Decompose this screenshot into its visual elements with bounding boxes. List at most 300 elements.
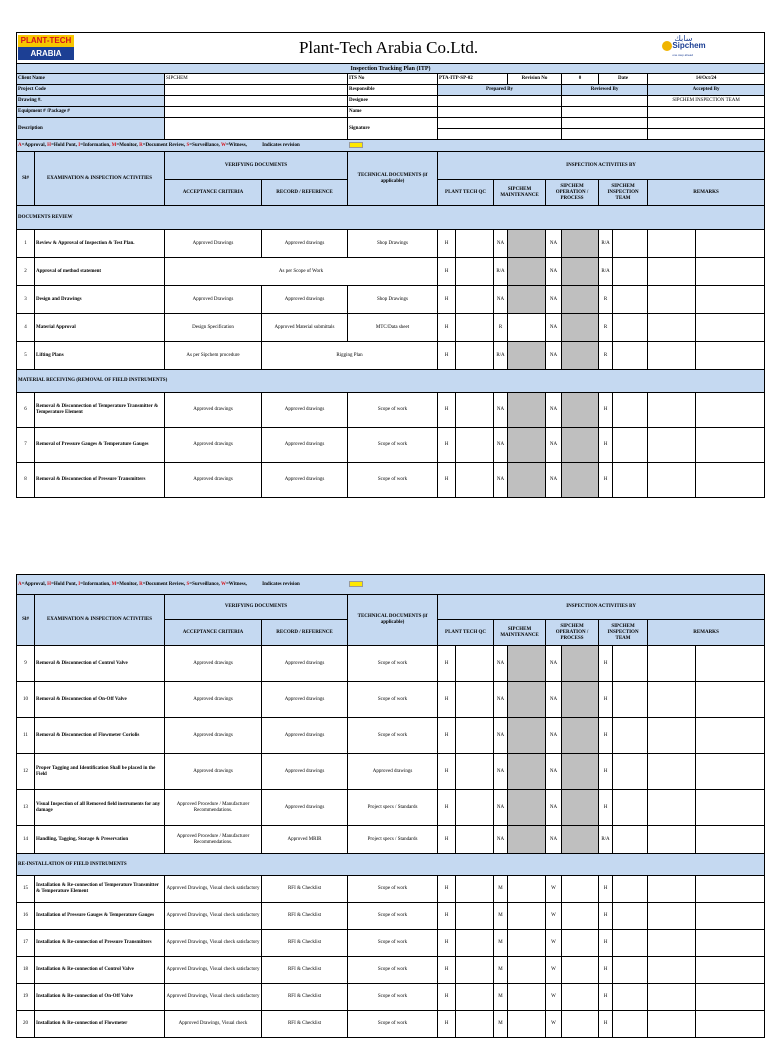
row-remarks-b [696,230,765,258]
table-row [17,393,765,428]
row-operation: NA [546,754,562,790]
col-maintenance: SIPCHEM MAINTENANCE [494,180,546,206]
accepted-by-label: Accepted By [648,85,765,96]
row-record: RFI & Checklist [262,930,348,957]
row-maintenance-shade [508,463,546,498]
row-technical: Scope of work [348,930,438,957]
row-maintenance-shade [508,682,546,718]
row-operation: NA [546,258,562,286]
row-activity: Approval of method statement [35,258,165,286]
row-activity: Installation of Pressure Gauges & Temperature Gauges [35,903,165,930]
client-name-row [17,74,765,85]
row-remarks-b [696,258,765,286]
row-remarks-a [648,903,696,930]
row-maintenance: NA [494,428,508,463]
row-operation-shade [562,718,599,754]
row-remarks-a [648,682,696,718]
row-remarks-b [696,754,765,790]
equipment-label: Equipment # /Package # [17,107,165,118]
row-record: Approved drawings [262,286,348,314]
col-verifying: VERIFYING DOCUMENTS [165,595,348,620]
row-remarks-b [696,718,765,754]
row-remarks-b [696,1011,765,1038]
row-qc: H [438,930,456,957]
row-qc: H [438,957,456,984]
row-activity: Removal of Pressure Gauges & Temperature Gauges [35,428,165,463]
col-acceptance: ACCEPTANCE CRITERIA [165,180,262,206]
row-sl: 10 [17,682,35,718]
col-technical: TECHNICAL DOCUMENTS (if applicable) [348,152,438,206]
row-inspection-blank [613,463,648,498]
row-acceptance: Approved Drawings, Visual check satisfactory [165,903,262,930]
row-merged-docs: As per Scope of Work [165,258,438,286]
row-operation: NA [546,314,562,342]
row-sl: 11 [17,718,35,754]
legend-w-text: =Witness, [225,143,247,149]
designee-prepared[interactable] [438,96,562,107]
row-activity: Removal & Disconnection of Temperature Transmitter & Temperature Element [35,393,165,428]
table-row [17,342,765,370]
row-activity: Installation & Re-connection of Temperature Transmitter & Temperature Element [35,876,165,903]
row-remarks-a [648,314,696,342]
name-prepared[interactable] [438,107,562,118]
row-qc-blank [456,286,494,314]
row-maintenance: NA [494,682,508,718]
designee-label: Designee [348,96,438,107]
col-activities: EXAMINATION & INSPECTION ACTIVITIES [35,595,165,646]
col-remarks: REMARKS [648,620,765,646]
row-maintenance-shade [508,230,546,258]
row-qc: H [438,682,456,718]
row-record: Approved drawings [262,230,348,258]
row-inspection: H [599,718,613,754]
row-qc-blank [456,393,494,428]
row-acceptance: Approved drawings [165,718,262,754]
row-activity: Installation & Re-connection of Pressure Transmitters [35,930,165,957]
row-activity: Removal & Disconnection of On-Off Valve [35,682,165,718]
row-record: Approved Material submittals [262,314,348,342]
row-record: RFI & Checklist [262,984,348,1011]
name-reviewed[interactable] [562,107,648,118]
row-activity: Removal & Disconnection of Flowmeter Coriolis [35,718,165,754]
row-acceptance: Approved Drawings, Visual check satisfactory [165,930,262,957]
row-inspection: H [599,682,613,718]
row-qc: H [438,286,456,314]
row-inspection: H [599,646,613,682]
row-acceptance: Approved Procedure / Manufacturer Recommendations. [165,826,262,854]
designee-reviewed[interactable] [562,96,648,107]
legend-m: M [111,582,117,588]
row-inspection: H [599,957,613,984]
col-acceptance: ACCEPTANCE CRITERIA [165,620,262,646]
row-maintenance: NA [494,718,508,754]
row-qc: H [438,754,456,790]
row-qc: H [438,826,456,854]
signature-reviewed[interactable] [562,118,648,129]
description-value[interactable] [165,118,348,140]
row-remarks-b [696,314,765,342]
sipchem-logo [658,35,718,59]
row-acceptance: Design Specification [165,314,262,342]
row-remarks-a [648,463,696,498]
row-sl: 8 [17,463,35,498]
project-code-value[interactable] [165,85,348,96]
logo-tagline-text: one step ahead [672,52,693,57]
legend-s-text: =Surveillance, [189,582,221,588]
row-operation: W [546,876,562,903]
row-qc-blank [456,463,494,498]
row-maintenance-shade [508,342,546,370]
row-operation-blank [562,984,599,1011]
row-technical: Scope of work [348,463,438,498]
section-title: MATERIAL RECEIVING (REMOVAL OF FIELD INSTRUMENTS) [17,370,765,393]
row-technical: Project specs / Standards [348,826,438,854]
row-remarks-a [648,258,696,286]
row-inspection-blank [613,230,648,258]
row-inspection: R [599,314,613,342]
row-inspection-blank [613,754,648,790]
table-row [17,984,765,1011]
row-acceptance: Approved drawings [165,646,262,682]
row-qc-blank [456,646,494,682]
row-maintenance-blank [508,314,546,342]
legend-a: A [18,143,22,149]
row-operation: W [546,1011,562,1038]
logo-arabic-text: سابك [674,33,693,43]
table-row [17,314,765,342]
row-record: RFI & Checklist [262,957,348,984]
revision-value: 0 [562,74,599,85]
col-operation: SIPCHEM OPERATION / PROCESS [546,180,599,206]
legend-m: M [111,143,117,149]
accepted-by-value: SIPCHEM INSPECTION TEAM [648,96,765,107]
responsible-label: Responsible [348,85,438,96]
row-remarks-b [696,930,765,957]
row-remarks-a [648,342,696,370]
row-maintenance: R [494,314,508,342]
row-maintenance-blank [508,957,546,984]
signature-accepted[interactable] [648,118,765,129]
signature-label: Signature [348,118,438,140]
row-operation-shade [562,286,599,314]
row-inspection-blank [613,646,648,682]
row-operation-shade [562,230,599,258]
section-documents-review [17,206,765,230]
row-activity: Lifting Plans [35,342,165,370]
row-operation: NA [546,342,562,370]
row-technical: Shop Drawings [348,230,438,258]
table-row [17,230,765,258]
row-inspection: H [599,790,613,826]
row-remarks-b [696,957,765,984]
row-maintenance-shade [508,286,546,314]
legend-a-text: =Approval, [21,582,48,588]
row-remarks-b [696,463,765,498]
row-operation-shade [562,428,599,463]
row-inspection-blank [613,314,648,342]
row-inspection: R/A [599,826,613,854]
row-maintenance: NA [494,646,508,682]
table-row [17,957,765,984]
row-sl: 19 [17,984,35,1011]
row-inspection: R [599,286,613,314]
row-maintenance-blank [508,984,546,1011]
row-remarks-a [648,428,696,463]
legend-r-text: =Document Review, [142,143,187,149]
row-qc-blank [456,984,494,1011]
row-operation-blank [562,957,599,984]
row-operation: W [546,984,562,1011]
row-qc: H [438,428,456,463]
col-inspection-by: INSPECTION ACTIVITIES BY [438,152,765,180]
col-record: RECORD / REFERENCE [262,180,348,206]
row-qc-blank [456,826,494,854]
row-inspection: H [599,428,613,463]
row-acceptance: Approved Drawings, Visual check satisfactory [165,957,262,984]
legend-s-text: =Surveillance, [189,143,221,149]
row-activity: Installation & Re-connection of Control Valve [35,957,165,984]
row-operation-shade [562,754,599,790]
drawing-value[interactable] [165,96,348,107]
legend-i-text: =Information, [80,143,112,149]
signature-prepared[interactable] [438,118,562,129]
row-technical: MTC/Data sheet [348,314,438,342]
itp-table-page-1 [16,32,765,498]
row-operation: NA [546,463,562,498]
row-maintenance: NA [494,826,508,854]
row-technical: Scope of work [348,1011,438,1038]
col-technical: TECHNICAL DOCUMENTS (if applicable) [348,595,438,646]
row-acceptance: Approved Drawings, Visual check [165,1011,262,1038]
row-operation: NA [546,428,562,463]
row-operation-blank [562,876,599,903]
equipment-value[interactable] [165,107,348,118]
row-remarks-a [648,826,696,854]
row-inspection: H [599,876,613,903]
row-sl: 7 [17,428,35,463]
row-operation: NA [546,286,562,314]
row-sl: 15 [17,876,35,903]
description-row-a [17,118,765,129]
row-maintenance: M [494,957,508,984]
equipment-row [17,107,765,118]
row-inspection-blank [613,682,648,718]
legend-h: H [47,582,52,588]
row-remarks-a [648,718,696,754]
row-qc: H [438,876,456,903]
legend-i: I [78,582,81,588]
row-maintenance: NA [494,286,508,314]
row-qc-blank [456,1011,494,1038]
row-inspection-blank [613,903,648,930]
legend [17,575,765,595]
row-maintenance-shade [508,826,546,854]
row-inspection-blank [613,984,648,1011]
row-maintenance-shade [508,646,546,682]
row-activity: Design and Drawings [35,286,165,314]
legend-s: S [186,143,190,149]
row-maintenance: M [494,876,508,903]
row-qc-blank [456,876,494,903]
row-qc-blank [456,903,494,930]
row-technical: Scope of work [348,682,438,718]
table-row [17,876,765,903]
row-inspection: H [599,463,613,498]
row-acceptance: Approved drawings [165,754,262,790]
row-remarks-a [648,984,696,1011]
date-label: Date [599,74,648,85]
legend-a-text: =Approval, [21,143,48,149]
row-qc-blank [456,314,494,342]
row-sl: 12 [17,754,35,790]
plant-tech-logo [18,35,74,61]
row-qc-blank [456,230,494,258]
legend-i: I [78,143,81,149]
row-operation-shade [562,463,599,498]
row-maintenance-blank [508,930,546,957]
row-maintenance: NA [494,230,508,258]
row-record: RFI & Checklist [262,876,348,903]
row-inspection-blank [613,930,648,957]
row-remarks-b [696,826,765,854]
logo-bottom-text: ARABIA [18,47,74,60]
row-operation-shade [562,314,599,342]
row-inspection-blank [613,957,648,984]
row-qc-blank [456,342,494,370]
row-acceptance: Approved Procedure / Manufacturer Recommendations. [165,790,262,826]
row-qc-blank [456,930,494,957]
client-logo-cell [613,33,765,64]
row-maintenance-shade [508,754,546,790]
row-acceptance: Approved Drawings, Visual check satisfactory [165,984,262,1011]
plan-title: Inspection Tracking Plan (ITP) [17,64,765,74]
row-inspection: R [599,342,613,370]
row-remarks-b [696,984,765,1011]
row-qc-blank [456,428,494,463]
table-row [17,463,765,498]
table-row [17,428,765,463]
legend-w: W [220,143,226,149]
row-operation: W [546,903,562,930]
table-row [17,1011,765,1038]
title-row [17,33,765,64]
section-material-receiving [17,370,765,393]
client-name-value: SIPCHEM [165,74,348,85]
row-record: Approved drawings [262,393,348,428]
row-maintenance-shade [508,428,546,463]
row-sl: 3 [17,286,35,314]
row-remarks-a [648,393,696,428]
legend-w-text: =Witness, [225,582,247,588]
blank-prepared [438,129,562,140]
row-maintenance: M [494,903,508,930]
table-row [17,258,765,286]
col-inspection-team: SIPCHEM INSPECTION TEAM [599,180,648,206]
row-acceptance: Approved drawings [165,393,262,428]
row-qc: H [438,1011,456,1038]
row-inspection-blank [613,286,648,314]
blank-reviewed [562,129,648,140]
row-sl: 1 [17,230,35,258]
legend-m-text: =Monitor, [116,582,140,588]
row-inspection-blank [613,342,648,370]
legend-a: A [18,582,22,588]
col-plant-tech: PLANT TECH QC [438,180,494,206]
row-qc-blank [456,682,494,718]
row-inspection: R/A [599,258,613,286]
row-remarks-a [648,286,696,314]
row-qc: H [438,393,456,428]
row-sl: 9 [17,646,35,682]
row-acceptance: Approved drawings [165,682,262,718]
row-record: RFI & Checklist [262,903,348,930]
row-technical: Scope of work [348,957,438,984]
logo-ball-icon [662,41,672,51]
row-record: RFI & Checklist [262,1011,348,1038]
row-maintenance-shade [508,258,546,286]
logo-name-text: Sipchem [672,40,706,50]
row-inspection-blank [613,1011,648,1038]
row-operation-shade [562,258,599,286]
row-inspection: H [599,930,613,957]
row-sl: 13 [17,790,35,826]
row-sl: 17 [17,930,35,957]
col-remarks: REMARKS [648,180,765,206]
row-activity: Visual Inspection of all Removed field instruments for any damage [35,790,165,826]
row-merged-docs: Rigging Plan [262,342,438,370]
its-no-value: PTA-ITP-SP-02 [438,74,508,85]
row-sl: 2 [17,258,35,286]
row-maintenance: R/A [494,342,508,370]
row-inspection-blank [613,428,648,463]
row-inspection: H [599,754,613,790]
row-remarks-a [648,646,696,682]
project-code-row [17,85,765,96]
row-operation: W [546,957,562,984]
row-operation-shade [562,826,599,854]
row-technical: Scope of work [348,393,438,428]
row-remarks-b [696,790,765,826]
row-maintenance-blank [508,903,546,930]
row-record: Approved drawings [262,646,348,682]
row-activity: Removal & Disconnection of Pressure Transmitters [35,463,165,498]
row-qc: H [438,646,456,682]
row-operation: NA [546,393,562,428]
col-maintenance: SIPCHEM MAINTENANCE [494,620,546,646]
row-inspection: H [599,903,613,930]
table-row [17,682,765,718]
col-activities: EXAMINATION & INSPECTION ACTIVITIES [35,152,165,206]
row-technical: Scope of work [348,984,438,1011]
row-record: Approved drawings [262,718,348,754]
date-value: 14/Oct/24 [648,74,765,85]
project-code-label: Project Code [17,85,165,96]
client-name-label: Client Name [17,74,165,85]
row-record: Approved drawings [262,463,348,498]
row-qc: H [438,463,456,498]
table-row [17,790,765,826]
legend-row [17,575,765,595]
name-accepted[interactable] [648,107,765,118]
col-inspection-by: INSPECTION ACTIVITIES BY [438,595,765,620]
row-operation-shade [562,342,599,370]
row-remarks-a [648,957,696,984]
row-maintenance-blank [508,1011,546,1038]
row-operation-blank [562,930,599,957]
row-qc: H [438,903,456,930]
row-remarks-a [648,1011,696,1038]
table-row [17,754,765,790]
